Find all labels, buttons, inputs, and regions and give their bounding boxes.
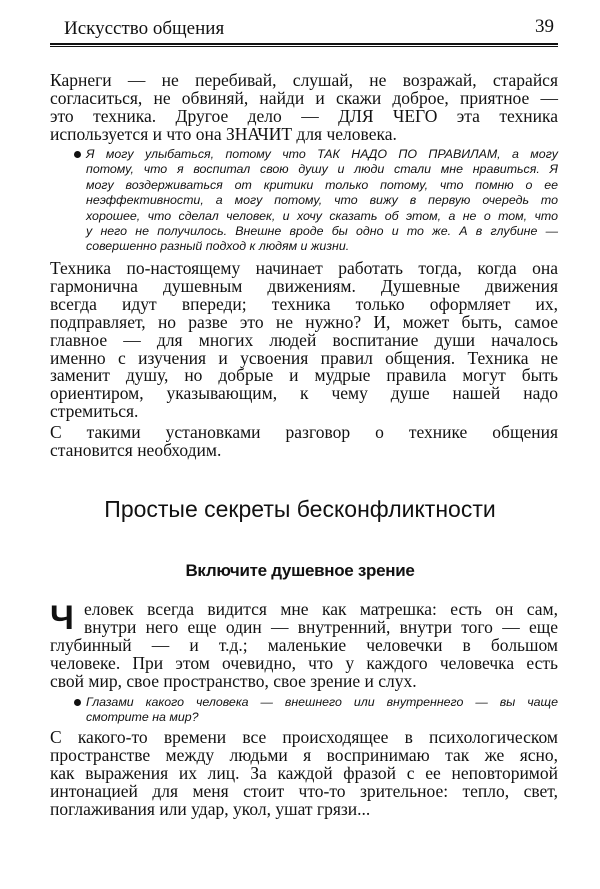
text-line: заменит душу, но добрые и мудрые правила могут быть (50, 365, 558, 386)
text-line: внутри него еще один — внутренний, внутри того — еще (84, 616, 558, 637)
text-line: стремиться. (50, 401, 139, 422)
subsection-title: Включите душевное зрение (185, 561, 415, 580)
text-line: становится необходим. (50, 439, 222, 460)
text-line: это техника. Другое дело — ДЛЯ ЧЕГО эта техника (50, 105, 558, 126)
bullet-1 (86, 147, 558, 255)
drop-cap: Ч (50, 599, 74, 637)
text-line: Карнеги — не перебивай, слушай, не возражай, старайся (50, 70, 558, 90)
text-line: С какого-то времени все происходящее в психологическом (50, 727, 558, 747)
text-line: главное — для многих людей воспитание души началось (50, 329, 558, 350)
bullet-icon (74, 151, 81, 158)
text-line: могу воздерживаться от критики только потому, что помню о ее (86, 177, 558, 192)
text-line: неэффективности, а могу потому, что вижу в первую очередь то (86, 193, 558, 208)
text-line: еловек всегда видится мне как матрешка: есть он сам, (84, 599, 558, 619)
running-title: Искусство общения (64, 18, 225, 39)
text-line: именно с изучения и усвоения правил общения. Техника не (50, 347, 558, 368)
text-line: пространстве между людьми я воспринимаю так же ясно, (50, 744, 558, 765)
text-line: совершенно разный подход к людям и жизни. (86, 239, 350, 254)
text-line: свой мир, свое пространство, свое зрение и слух. (50, 670, 417, 691)
running-header (50, 16, 558, 42)
text-line: Глазами какого человека — внешнего или внутреннего — вы чаще (86, 695, 558, 709)
text-line: гармонична душевным движениям. Душевные движения (50, 275, 558, 296)
paragraph-2 (50, 260, 558, 421)
text-line: потому, что я воспитал свою душу и люди стали мне нравиться. Я (86, 162, 558, 177)
header-rule (50, 43, 558, 47)
section-title: Простые секреты бесконфликтности (104, 496, 496, 522)
text-line: Я могу улыбаться, потому что ТАК НАДО ПО ПРАВИЛАМ, а могу (86, 147, 558, 161)
paragraph-3 (50, 424, 558, 460)
paragraph-1 (50, 72, 558, 144)
text-line: как выражения их лиц. За каждой фразой с ее неповторимой (50, 762, 558, 783)
text-line: глубинный — и т.д.; маленькие человечки в большом (50, 634, 558, 655)
text-line: всегда идут впереди; техника только оформляет их, (50, 293, 558, 314)
text-line: у него не получилось. Внешне вроде бы одно и то же. А в глубине — (86, 224, 558, 239)
paragraph-4 (50, 601, 558, 691)
text-line: ориентиром, указывающим, к чему душе нашей надо (50, 383, 558, 404)
text-line: Техника по-настоящему начинает работать тогда, когда она (50, 258, 558, 278)
paragraph-5 (50, 729, 558, 819)
bullet-2 (86, 695, 558, 726)
text-line: используется и что она ЗНАЧИТ для человека. (50, 123, 397, 144)
text-line: интонацией для меня стоит что-то зрительное: тепло, свет, (50, 780, 558, 801)
text-line: подправляет, но разве это не нужно? И, может быть, самое (50, 311, 558, 332)
text-line: смотрите на мир? (86, 710, 199, 725)
text-line: С такими установками разговор о технике общения (50, 422, 558, 442)
page-number: 39 (535, 16, 554, 37)
text-line: человеке. При этом очевидно, что у каждого человечка есть (50, 652, 558, 673)
text-line: хорошее, что сделал человек, и хочу сказать об этом, а не о том, что (86, 208, 558, 223)
text-line: поглаживания или удар, укол, ушат грязи... (50, 798, 371, 819)
text-line: согласиться, не обвиняй, найди и скажи доброе, приятное — (50, 87, 558, 108)
bullet-icon (74, 699, 81, 706)
